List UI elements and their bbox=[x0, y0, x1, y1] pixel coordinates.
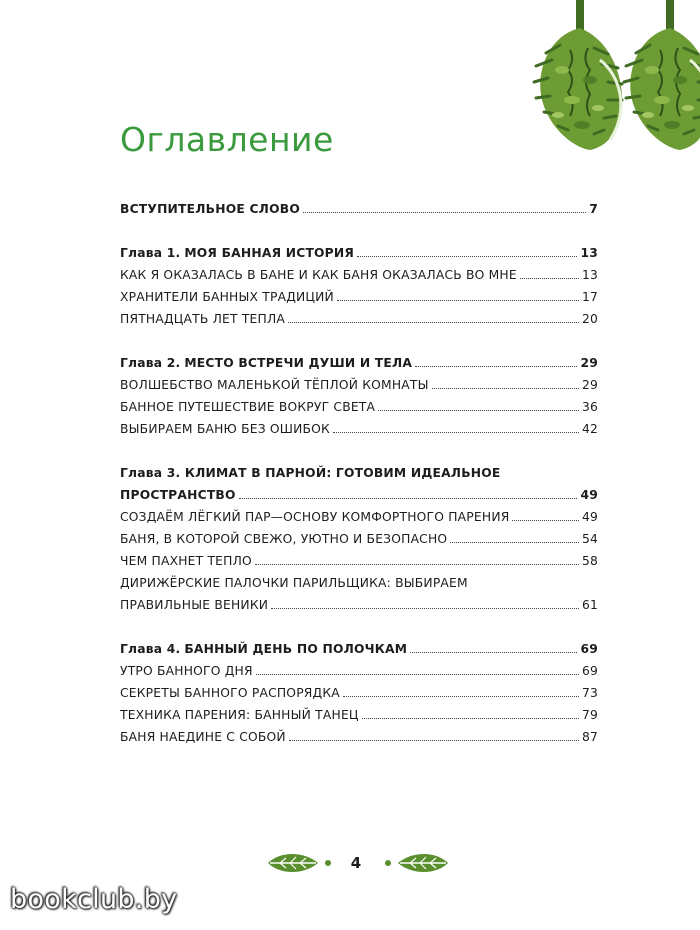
toc-chapter-2[interactable] bbox=[120, 352, 598, 374]
toc-entry-page: 29 bbox=[580, 356, 598, 370]
toc-entry-title: БАННОЕ ПУТЕШЕСТВИЕ ВОКРУГ СВЕТА bbox=[120, 400, 376, 414]
page-number: 4 bbox=[350, 854, 362, 872]
toc-entry-page: 36 bbox=[581, 400, 598, 414]
toc-entry-title: УТРО БАННОГО ДНЯ bbox=[120, 664, 253, 678]
toc-chapter-4[interactable] bbox=[120, 638, 598, 660]
toc-entry-title: ВЫБИРАЕМ БАНЮ БЕЗ ОШИБОК bbox=[120, 422, 330, 436]
toc-entry-title: СОЗДАЁМ ЛЁГКИЙ ПАР—ОСНОВУ КОМФОРТНОГО ПАРЕНИЯ bbox=[120, 510, 510, 524]
toc-entry-title-line1: КЛИМАТ В ПАРНОЙ: ГОТОВИМ ИДЕАЛЬНОЕ bbox=[184, 466, 501, 480]
toc-entry-title: БАННЫЙ ДЕНЬ ПО ПОЛОЧКАМ bbox=[184, 642, 408, 656]
toc-entry-page: 69 bbox=[580, 642, 598, 656]
dot-leader bbox=[271, 608, 579, 609]
toc-section[interactable] bbox=[120, 264, 598, 286]
dot-leader bbox=[432, 388, 579, 389]
broom-illustration bbox=[400, 0, 700, 160]
toc-section[interactable] bbox=[120, 506, 598, 528]
toc-section[interactable] bbox=[120, 308, 598, 330]
toc-section[interactable] bbox=[120, 682, 598, 704]
toc-section[interactable] bbox=[120, 418, 598, 440]
dot-leader bbox=[256, 674, 579, 675]
toc-entry-title-line1: ДИРИЖЁРСКИЕ ПАЛОЧКИ ПАРИЛЬЩИКА: ВЫБИРАЕМ bbox=[120, 576, 468, 590]
dot-leader bbox=[288, 322, 579, 323]
toc-section[interactable] bbox=[120, 396, 598, 418]
dot-leader bbox=[362, 718, 579, 719]
toc-chapter-3-line1[interactable] bbox=[120, 462, 598, 484]
page-title: Оглавление bbox=[120, 120, 334, 159]
toc-entry-title: КАК Я ОКАЗАЛАСЬ В БАНЕ И КАК БАНЯ ОКАЗАЛАСЬ ВО МНЕ bbox=[120, 268, 517, 282]
toc-entry-title: ПЯТНАДЦАТЬ ЛЕТ ТЕПЛА bbox=[120, 312, 286, 326]
toc-entry-page: 79 bbox=[581, 708, 598, 722]
dot-leader bbox=[512, 520, 578, 521]
toc-entry-page: 58 bbox=[581, 554, 598, 568]
chapter-number: Глава 3. bbox=[120, 466, 181, 480]
watermark: bookclub.by bbox=[10, 884, 178, 915]
toc-section-line1[interactable] bbox=[120, 572, 598, 594]
toc-entry-page: 29 bbox=[581, 378, 598, 392]
toc-section[interactable] bbox=[120, 286, 598, 308]
toc-section[interactable] bbox=[120, 660, 598, 682]
dot-leader bbox=[333, 432, 579, 433]
dot-leader bbox=[255, 564, 579, 565]
toc-chapter-1[interactable] bbox=[120, 242, 598, 264]
toc-entry-title: ПРОСТРАНСТВО bbox=[120, 488, 236, 502]
leaf-ornament-right-icon bbox=[380, 851, 450, 875]
chapter-number: Глава 4. bbox=[120, 642, 181, 656]
dot-leader bbox=[450, 542, 579, 543]
dot-leader bbox=[343, 696, 579, 697]
toc-section[interactable] bbox=[120, 594, 598, 616]
dot-leader bbox=[337, 300, 579, 301]
toc-entry-page: 20 bbox=[581, 312, 598, 326]
toc-section[interactable] bbox=[120, 528, 598, 550]
toc-entry-page: 17 bbox=[581, 290, 598, 304]
toc-section[interactable] bbox=[120, 726, 598, 748]
toc-entry-page: 49 bbox=[580, 488, 598, 502]
toc-entry-title: СЕКРЕТЫ БАННОГО РАСПОРЯДКА bbox=[120, 686, 340, 700]
toc-section[interactable] bbox=[120, 550, 598, 572]
toc-section[interactable] bbox=[120, 704, 598, 726]
toc-entry-page: 73 bbox=[581, 686, 598, 700]
toc-entry-title: БАНЯ НАЕДИНЕ С СОБОЙ bbox=[120, 730, 286, 744]
dot-leader bbox=[520, 278, 579, 279]
toc-entry-title: ХРАНИТЕЛИ БАННЫХ ТРАДИЦИЙ bbox=[120, 290, 334, 304]
leaf-ornament-left-icon bbox=[266, 851, 336, 875]
toc-entry-title: ВСТУПИТЕЛЬНОЕ СЛОВО bbox=[120, 202, 300, 216]
dot-leader bbox=[357, 256, 577, 257]
toc-entry-title: ЧЕМ ПАХНЕТ ТЕПЛО bbox=[120, 554, 252, 568]
toc-entry-foreword[interactable] bbox=[120, 198, 598, 220]
toc-entry-title: МЕСТО ВСТРЕЧИ ДУШИ И ТЕЛА bbox=[184, 356, 413, 370]
toc-entry-page: 61 bbox=[581, 598, 598, 612]
toc-entry-page: 42 bbox=[581, 422, 598, 436]
dot-leader bbox=[239, 498, 578, 499]
toc-chapter-3[interactable] bbox=[120, 484, 598, 506]
toc-entry-page: 13 bbox=[580, 246, 598, 260]
page-footer bbox=[0, 851, 700, 875]
toc-entry-title: БАНЯ, В КОТОРОЙ СВЕЖО, УЮТНО И БЕЗОПАСНО bbox=[120, 532, 448, 546]
toc-entry-page: 54 bbox=[581, 532, 598, 546]
toc-section[interactable] bbox=[120, 374, 598, 396]
toc-entry-page: 13 bbox=[581, 268, 598, 282]
toc-entry-page: 87 bbox=[581, 730, 598, 744]
dot-leader bbox=[378, 410, 579, 411]
table-of-contents bbox=[120, 198, 598, 748]
toc-entry-title: МОЯ БАННАЯ ИСТОРИЯ bbox=[184, 246, 355, 260]
toc-entry-title: ВОЛШЕБСТВО МАЛЕНЬКОЙ ТЁПЛОЙ КОМНАТЫ bbox=[120, 378, 429, 392]
dot-leader bbox=[410, 652, 577, 653]
toc-entry-page: 69 bbox=[581, 664, 598, 678]
toc-entry-page: 49 bbox=[581, 510, 598, 524]
dot-leader bbox=[415, 366, 577, 367]
toc-entry-title: ПРАВИЛЬНЫЕ ВЕНИКИ bbox=[120, 598, 269, 612]
chapter-number: Глава 1. bbox=[120, 246, 181, 260]
dot-leader bbox=[303, 212, 586, 213]
toc-entry-page: 7 bbox=[589, 202, 598, 216]
chapter-number: Глава 2. bbox=[120, 356, 181, 370]
toc-entry-title: ТЕХНИКА ПАРЕНИЯ: БАННЫЙ ТАНЕЦ bbox=[120, 708, 359, 722]
dot-leader bbox=[289, 740, 579, 741]
